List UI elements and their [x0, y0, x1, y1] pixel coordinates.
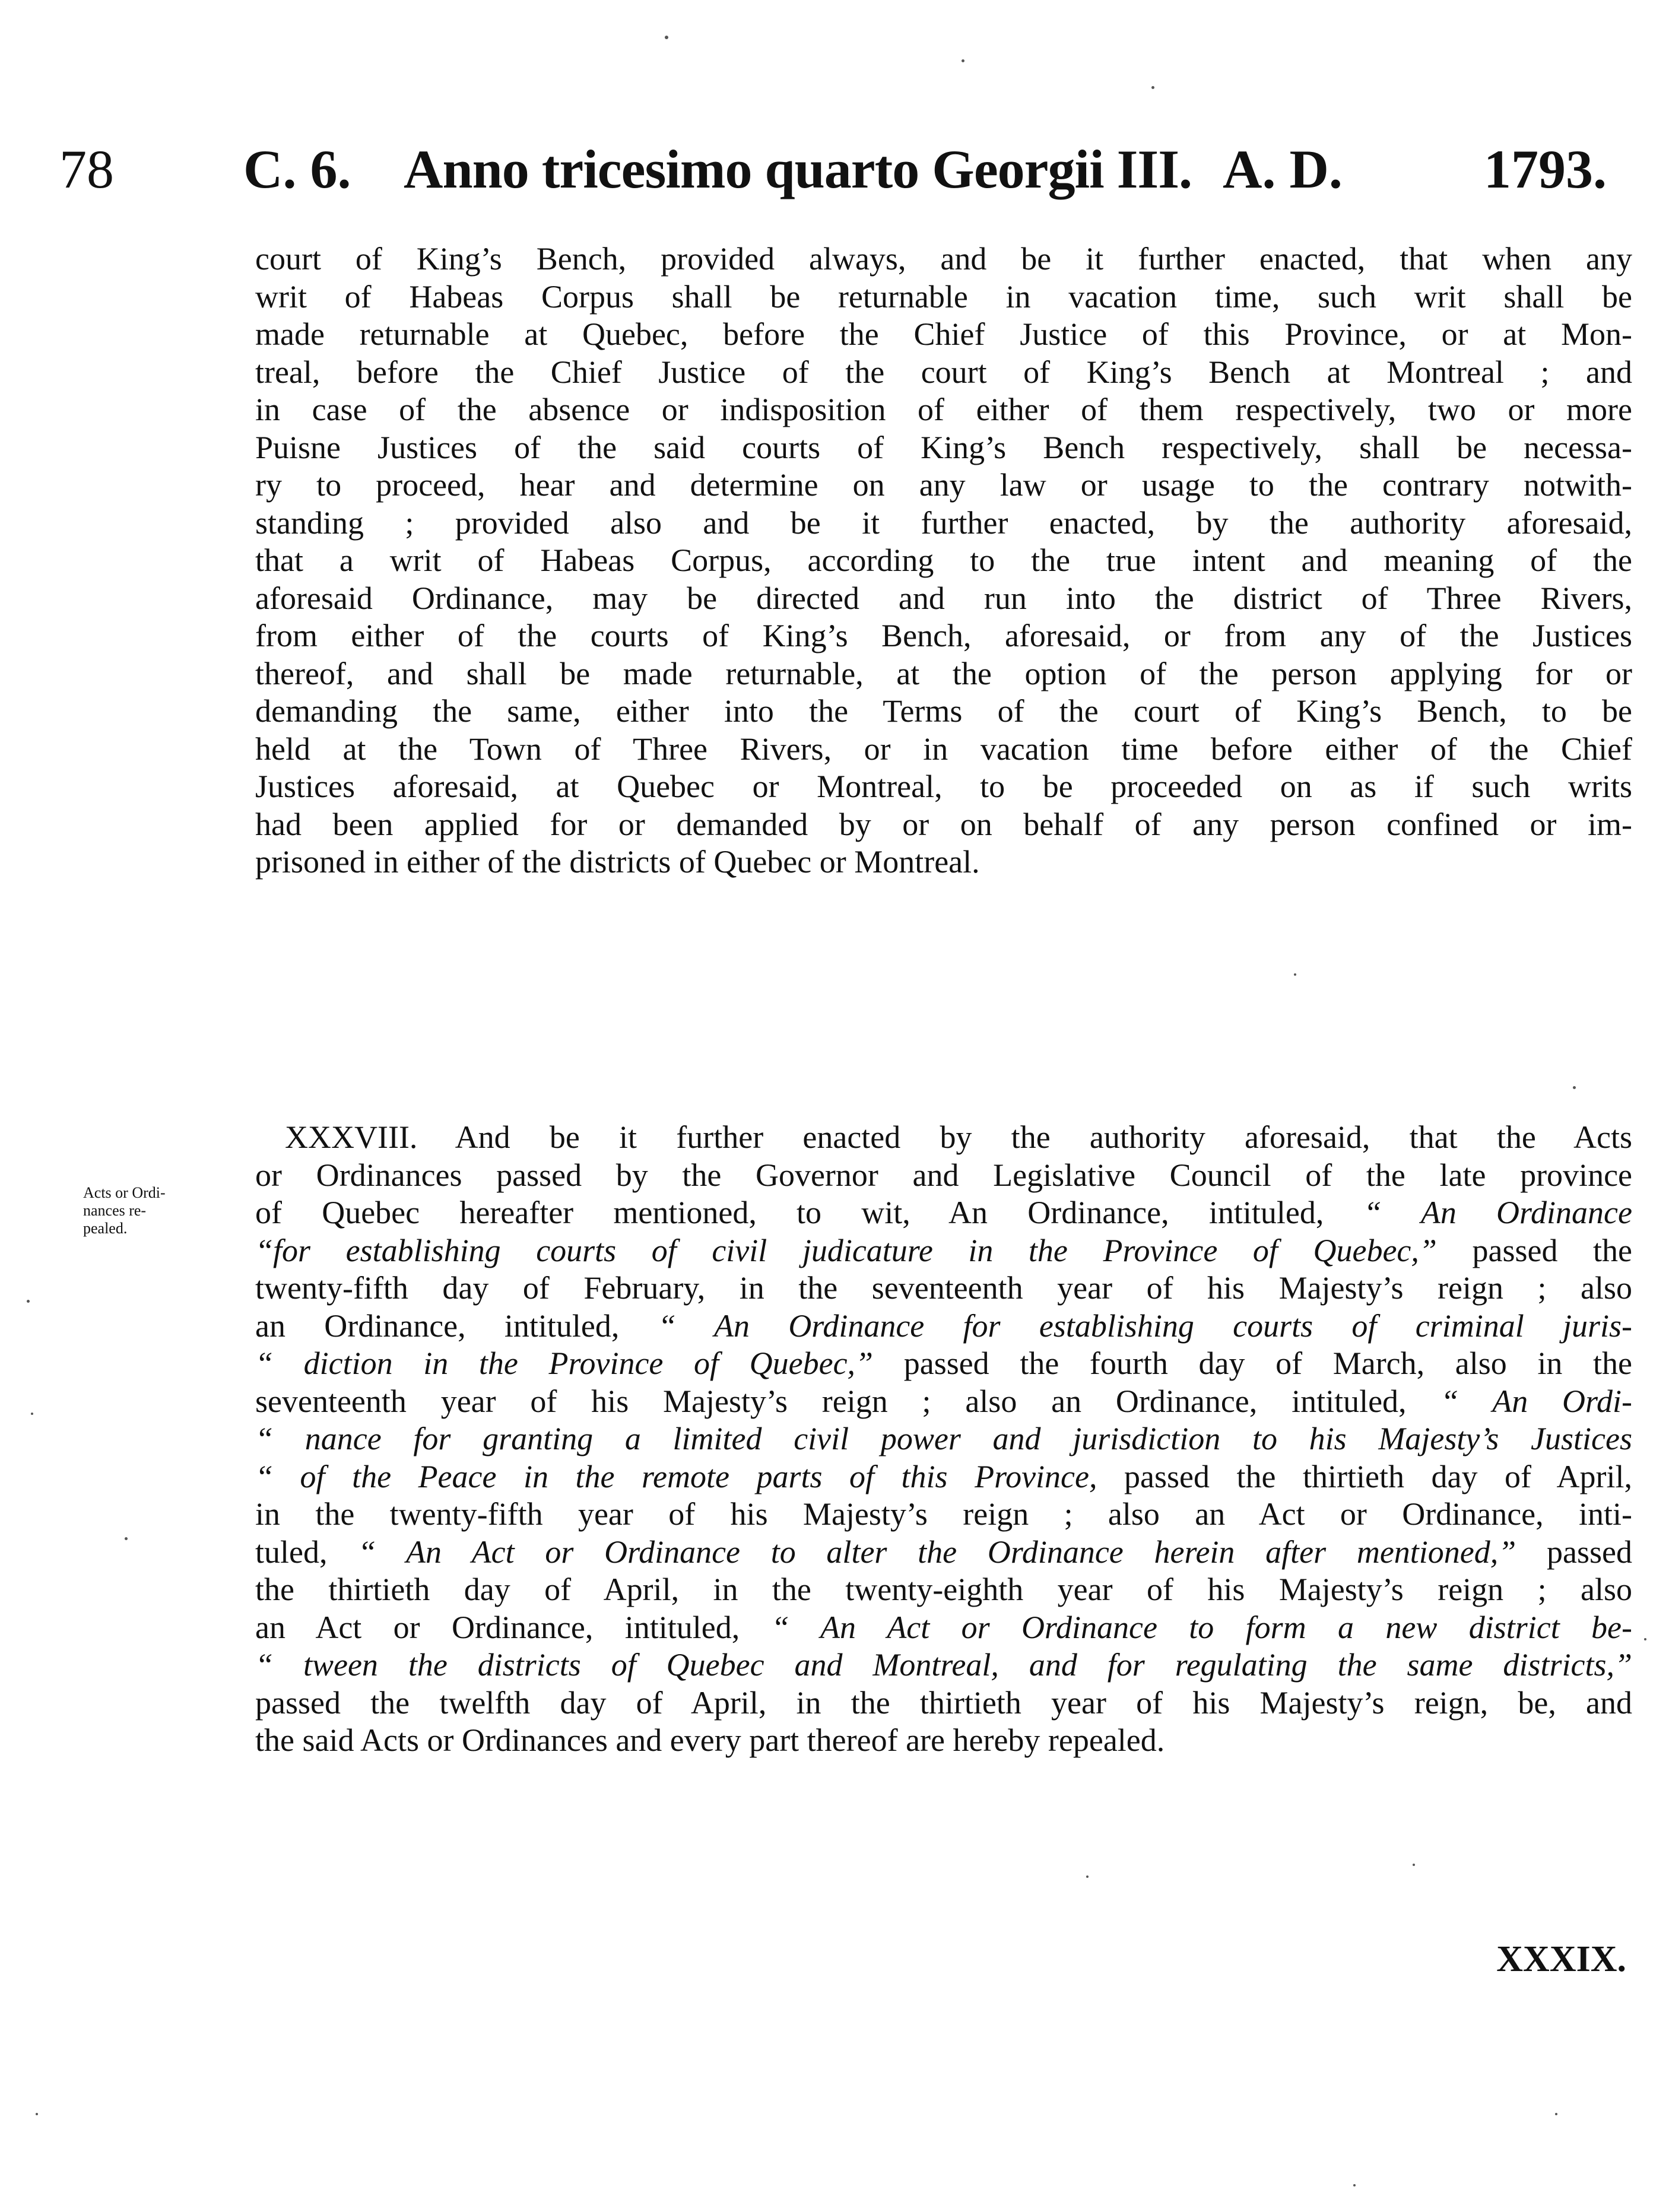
year: 1793. — [1484, 139, 1607, 199]
text-line: thereof, and shall be made returnable, at the option of the person applying for or — [255, 655, 1632, 691]
regnal-year-title: Anno tricesimo quarto Georgii III. — [404, 139, 1192, 199]
text-line: from either of the courts of King’s Bench, aforesaid, or from any of the Justices — [255, 618, 1632, 653]
text-line — [255, 1458, 1632, 1496]
text-line: prisoned in either of the districts of Quebec or Montreal. — [255, 844, 980, 880]
scan-speck — [665, 36, 668, 39]
text-line: passed the twelfth day of April, in the thirtieth year of his Majesty’s reign, be, and — [255, 1684, 1632, 1721]
scan-speck — [36, 2113, 38, 2115]
ordinance-title: “ diction in the Province of Quebec,” — [255, 1345, 874, 1381]
text-line — [255, 1232, 1632, 1270]
text-line — [255, 1307, 1632, 1345]
ordinance-title: “ An Ordinance for establishing courts of criminal juris- — [658, 1307, 1632, 1344]
marginal-note-line: Acts or Ordi- — [83, 1184, 166, 1201]
text-run: passed the — [1436, 1232, 1633, 1268]
text-run: passed — [1516, 1534, 1632, 1570]
anno-domini-label: A. D. — [1223, 139, 1343, 199]
scan-speck — [1151, 86, 1154, 89]
text-line: in case of the absence or indisposition of either of them respectively, two or more — [255, 392, 1632, 427]
text-line: made returnable at Quebec, before the Chief Justice of this Province, or at Mon- — [255, 316, 1632, 352]
marginal-note-line: nances re- — [83, 1202, 147, 1219]
text-line: XXXVIII. And be it further enacted by the authority aforesaid, that the Acts — [285, 1119, 1632, 1155]
text-line — [255, 1383, 1632, 1421]
section-xxxviii — [255, 1119, 1632, 1760]
chapter-number: C. 6. — [243, 139, 351, 199]
text-line — [255, 1194, 1632, 1232]
text-run: an Act or Ordinance, intituled, — [255, 1609, 772, 1645]
text-line — [255, 1345, 1632, 1383]
catchword: XXXIX. — [1496, 1939, 1626, 1979]
text-line: twenty-fifth day of February, in the seventeenth year of his Majesty’s reign ; also — [255, 1270, 1632, 1306]
ordinance-title: “ An Ordi- — [1440, 1383, 1632, 1419]
text-line: that a writ of Habeas Corpus, according to the true intent and meaning of the — [255, 542, 1632, 578]
text-line: ry to proceed, hear and determine on any law or usage to the contrary notwith- — [255, 467, 1632, 503]
text-line: court of King’s Bench, provided always, and be it further enacted, that when any — [255, 241, 1632, 277]
text-line: in the twenty-fifth year of his Majesty’s reign ; also an Act or Ordinance, inti- — [255, 1496, 1632, 1532]
text-run: of Quebec hereafter mentioned, to wit, An Ordinance, intituled, — [255, 1195, 1364, 1230]
page-number: 78 — [59, 139, 114, 199]
ordinance-title: “ An Act or Ordinance to form a new district be- — [771, 1609, 1632, 1645]
scan-speck — [1644, 1638, 1646, 1640]
scan-speck — [31, 1413, 33, 1415]
scan-speck — [27, 1300, 30, 1303]
text-line: the said Acts or Ordinances and every part thereof are hereby repealed. — [255, 1722, 1165, 1758]
scan-speck — [1555, 2113, 1557, 2115]
marginal-note-line: pealed. — [83, 1220, 128, 1237]
scan-speck — [1353, 2184, 1356, 2186]
text-run: tuled, — [255, 1534, 358, 1570]
text-line: treal, before the Chief Justice of the court of King’s Bench at Montreal ; and — [255, 354, 1632, 390]
text-line: Puisne Justices of the said courts of King’s Bench respectively, shall be necessa- — [255, 429, 1632, 465]
text-line — [255, 1534, 1632, 1572]
text-line: or Ordinances passed by the Governor and Legislative Council of the late province — [255, 1157, 1632, 1193]
section-continuation — [255, 240, 1632, 881]
ordinance-title: “ of the Peace in the remote parts of this Province, — [255, 1458, 1097, 1494]
scan-speck — [1573, 1086, 1576, 1089]
text-run: seventeenth year of his Majesty’s reign ; also an Ordinance, intituled, — [255, 1383, 1441, 1419]
ordinance-title: “ An Ordinance — [1363, 1195, 1632, 1230]
text-line: standing ; provided also and be it further enacted, by the authority aforesaid, — [255, 504, 1632, 541]
text-line: writ of Habeas Corpus shall be returnable in vacation time, such writ shall be — [255, 278, 1632, 315]
text-run: an Ordinance, intituled, — [255, 1307, 658, 1344]
scan-speck — [125, 1537, 128, 1540]
running-header — [59, 137, 1626, 202]
ordinance-title: “for establishing courts of civil judicature in the Province of Quebec,” — [255, 1232, 1437, 1268]
scan-speck — [1086, 1875, 1089, 1878]
text-line — [255, 1609, 1632, 1647]
text-line: “ nance for granting a limited civil power and jurisdiction to his Majesty’s Justices — [255, 1421, 1632, 1456]
text-run: passed the thirtieth day of April, — [1097, 1458, 1632, 1494]
scan-speck — [962, 59, 964, 62]
text-line: aforesaid Ordinance, may be directed and run into the district of Three Rivers, — [255, 580, 1632, 616]
text-line: had been applied for or demanded by or on behalf of any person confined or im- — [255, 806, 1632, 842]
text-line: Justices aforesaid, at Quebec or Montreal, to be proceeded on as if such writs — [255, 769, 1632, 804]
text-line: the thirtieth day of April, in the twenty-eighth year of his Majesty’s reign ; also — [255, 1572, 1632, 1607]
scan-speck — [1413, 1864, 1415, 1866]
scan-speck — [1294, 973, 1296, 976]
text-line: “ tween the districts of Quebec and Montreal, and for regulating the same districts,” — [255, 1647, 1632, 1683]
text-line: demanding the same, either into the Terms of the court of King’s Bench, to be — [255, 693, 1632, 729]
text-line: held at the Town of Three Rivers, or in vacation time before either of the Chief — [255, 731, 1632, 767]
ordinance-title: “ An Act or Ordinance to alter the Ordinance herein after mentioned,” — [358, 1534, 1516, 1570]
text-run: passed the fourth day of March, also in the — [873, 1345, 1632, 1381]
marginal-note — [83, 1184, 231, 1237]
